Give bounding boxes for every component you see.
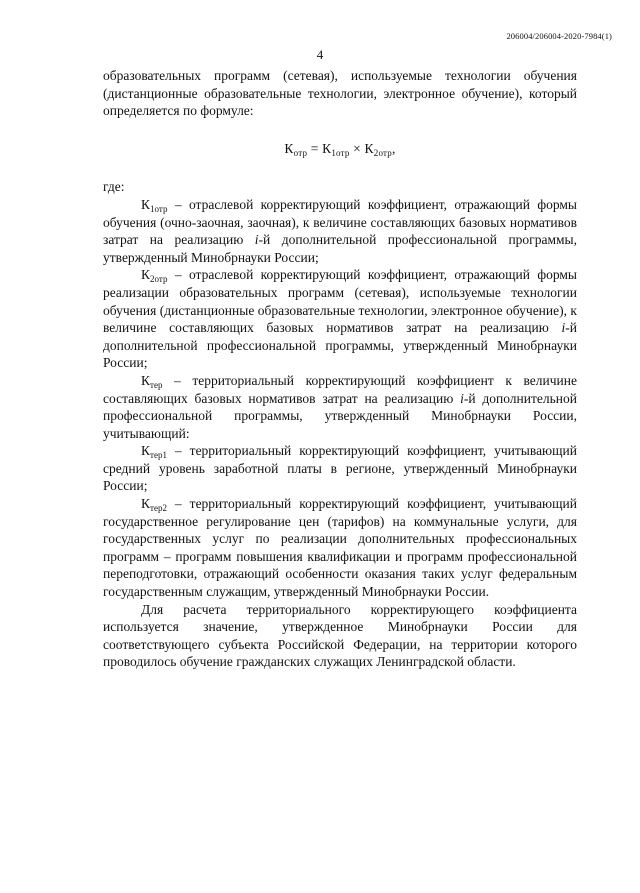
kter1-sub: тер1 — [150, 450, 167, 461]
formula-lhs-sub: отр — [293, 147, 308, 158]
k1-symbol: К — [141, 196, 151, 212]
document-body — [103, 67, 577, 671]
formula-factor2-sub: 2отр — [373, 147, 392, 158]
k1-text-a: – отраслевой корректирующий коэффициент, отражающий формы обучения (очно-заочная, заочная), к величине составляющих базовых нормативов затрат на реализацию — [103, 196, 577, 248]
formula-tail: , — [392, 140, 396, 156]
k2-text-a: – отраслевой корректирующий коэффициент, отражающий формы реализации образовательных программ (сетевая), используемые технологии обучения (дистанционные образовательные технологии, электронное обучение), к величине составляющих базовых нормативов затрат на реализацию — [103, 267, 577, 336]
k1-text-b: -й дополнительной профессиональной программы, утвержденный Минобрнауки России; — [103, 232, 577, 265]
kter2-sub: тер2 — [150, 503, 167, 514]
kter1-text: – территориальный корректирующий коэффициент, учитывающий средний уровень заработной платы в регионе, утвержденный Минобрнауки России; — [103, 443, 577, 494]
kter2-text: – территориальный корректирующий коэффициент, учитывающий государственное регулирование цен (тарифов) на коммунальные услуги, для государственных услуг по реализации дополнительных профессиональных программ – программ повышения квалификации и программ профессиональной переподготовки, отражающий особенности оказания таких услуг федеральным государственным служащим, утвержденный Минобрнауки России. — [103, 496, 577, 600]
k2-symbol: К — [141, 267, 151, 283]
kter-symbol: К — [141, 372, 151, 388]
kter1-symbol: К — [141, 443, 151, 459]
kter2-symbol: К — [141, 496, 151, 512]
formula-times: × — [349, 140, 365, 156]
where-label: где: — [103, 179, 125, 195]
page-number: 4 — [316, 47, 324, 62]
k2-italic: i — [561, 320, 566, 336]
document-id: 206004/206004-2020-7984(1) — [506, 31, 612, 41]
definition-k1otr — [103, 196, 577, 266]
formula-factor1-sub: 1отр — [331, 147, 350, 158]
formula-equals: = — [307, 140, 323, 156]
k2-text-b: -й дополнительной профессиональной программы, утвержденный Минобрнауки России; — [103, 320, 577, 371]
definition-kter2 — [103, 495, 577, 601]
k1-sub: 1отр — [150, 203, 168, 214]
formula-factor1-symbol: К — [322, 140, 332, 156]
formula-lhs-symbol: К — [284, 140, 294, 156]
formula-factor2-symbol: К — [364, 140, 374, 156]
definition-kter — [103, 372, 577, 442]
k1-italic: i — [254, 232, 259, 248]
kter-text-b: -й дополнительной профессиональной программы, утвержденный Минобрнауки России, учитывающий: — [103, 390, 577, 441]
formula — [103, 140, 577, 158]
kter-text-a: – территориальный корректирующий коэффициент к величине составляющих базовых нормативов затрат на реализацию — [103, 372, 577, 406]
intro-paragraph: образовательных программ (сетевая), используемые технологии обучения (дистанционные образовательные технологии, электронное обучение), который определяется по формуле: — [103, 68, 577, 119]
kter-italic: i — [460, 390, 464, 406]
k2-sub: 2отр — [150, 274, 168, 285]
definition-k2otr — [103, 266, 577, 372]
definition-kter1 — [103, 442, 577, 495]
final-paragraph: Для расчета территориального корректирующего коэффициента используется значение, утвержденное Минобрнауки России для соответствующего субъекта Российской Федерации, на территории которого проводилось обучение гражданских служащих Ленинградской области. — [103, 601, 577, 670]
kter-sub: тер — [150, 379, 163, 390]
